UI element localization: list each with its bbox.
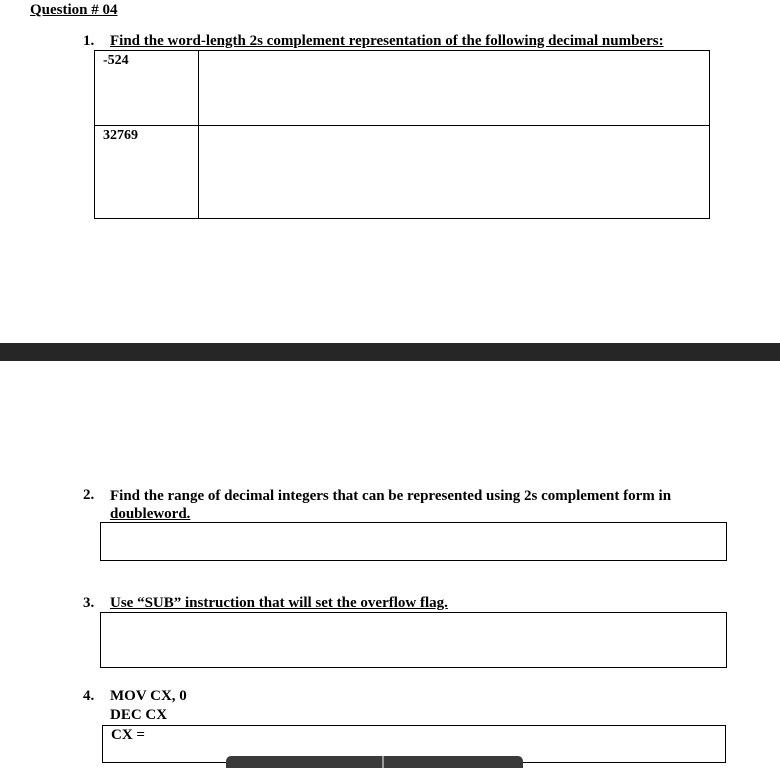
q4-code-line2: DEC CX [110, 707, 168, 723]
question-heading: Question # 04 [30, 2, 118, 18]
horizontal-scrollbar[interactable] [226, 756, 523, 768]
q1-row2-answer-cell[interactable] [199, 126, 710, 219]
q1-row1-answer-cell[interactable] [199, 51, 710, 126]
q2-text-line1: Find the range of decimal integers that can be represented using 2s complement form in [110, 488, 672, 504]
q4-answer-label: CX = [111, 727, 145, 743]
q4-number: 4. [83, 688, 95, 704]
q2-text [110, 487, 730, 523]
q1-row2-label: 32769 [95, 126, 199, 219]
q1-answer-table [94, 50, 710, 219]
q3-answer-box[interactable] [100, 612, 727, 668]
table-row [95, 51, 710, 126]
q4-code-line1: MOV CX, 0 [110, 688, 187, 704]
q1-row1-label: -524 [95, 51, 199, 126]
q2-text-line2: doubleword. [110, 506, 191, 522]
table-row [95, 126, 710, 219]
scrollbar-divider [382, 756, 384, 768]
q3-number: 3. [83, 595, 95, 611]
q1-number: 1. [83, 33, 95, 49]
q2-number: 2. [83, 487, 95, 503]
q2-answer-box[interactable] [100, 522, 727, 561]
page-divider [0, 343, 780, 361]
q1-text: Find the word-length 2s complement representation of the following decimal numbers: [110, 33, 664, 49]
q3-text: Use “SUB” instruction that will set the overflow flag. [110, 595, 448, 611]
